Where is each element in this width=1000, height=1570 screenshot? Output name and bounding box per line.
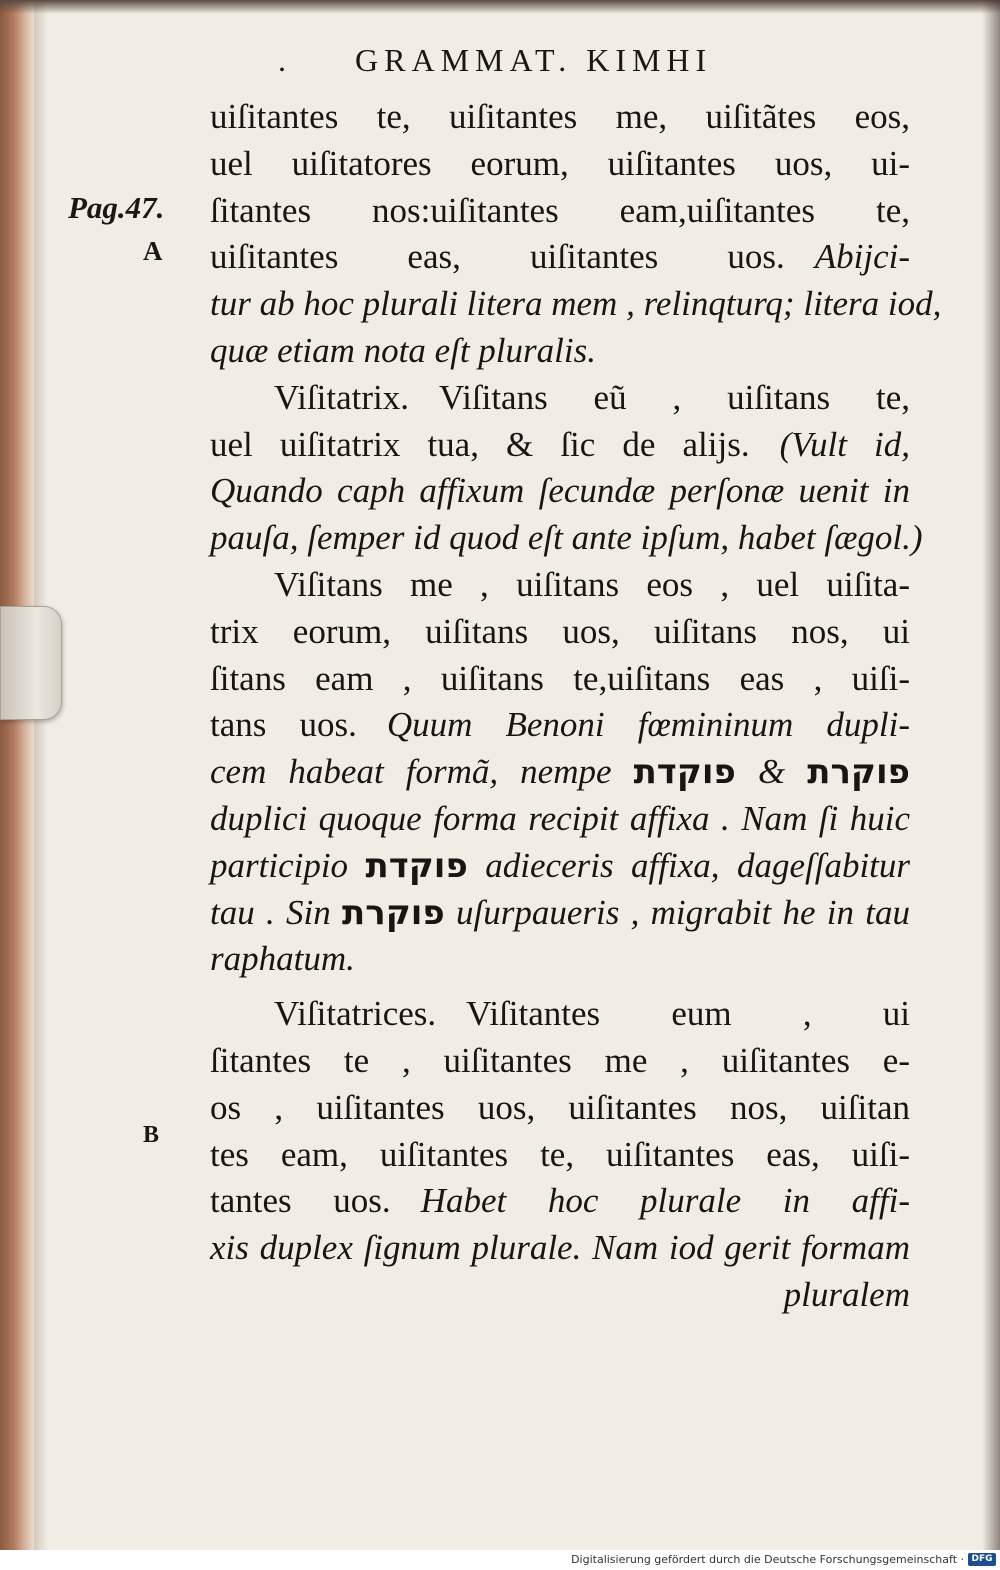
funding-credit: Digitalisierung gefördert durch die Deutsche Forschungsgemeinschaft · [571,1553,964,1566]
text-line: ſitantes te , uiſitantes me , uiſitantes e- [210,1040,910,1080]
running-header [0,40,1000,84]
right-shadow [982,0,1000,1550]
text-segment: tau . Sin [210,892,331,932]
text-line: Quando caph affixum ſecundæ perſonæ uenit in [210,471,910,511]
text-line [210,991,910,1038]
text-segment: uiſitantes eas, uiſitantes uos. [210,237,785,277]
book-clip [0,606,62,720]
text-segment-italic: Habet hoc plurale in affi- [420,1181,910,1221]
margin-page-reference: Pag.47. [68,190,165,225]
text-segment-italic: Abijci- [814,237,910,277]
margin-section-mark-b: B [143,1122,160,1148]
text-segment: Viſitans eũ , uiſitans te, [438,377,910,417]
text-line: trix eorum, uiſitans uos, uiſitans nos, ui [210,611,910,651]
text-segment: tans uos. [210,705,357,745]
page-gutter [34,0,48,1550]
text-segment: Viſitatrix. [274,377,409,417]
hebrew-word: פוקרת [342,892,445,933]
text-line: quæ etiam nota eſt pluralis. [210,330,596,370]
text-segment-italic: Quum Benoni fœmininum dupli- [386,705,910,745]
text-segment: cem habeat formã, nempe [210,752,612,792]
text-line [210,562,910,609]
book-edge [0,0,34,1550]
text-line [210,749,910,796]
dfg-logo: DFG [968,1553,996,1566]
hebrew-word: פוקרת [807,752,910,793]
text-line [210,234,910,281]
body-text [210,94,942,1319]
text-line: pauſa, ſemper id quod eſt ante ipſum, habet ſægol.) [210,518,923,558]
text-segment-italic: (Vult id, [779,424,911,464]
text-segment: Viſitans me , uiſitans eos , uel uiſita- [274,564,910,604]
text-line: uel uiſitatores eorum, uiſitantes uos, ui- [210,143,910,183]
text-line: tes eam, uiſitantes te, uiſitantes eas, uiſi- [210,1134,910,1174]
text-segment: uſurpaueris , migrabit he in tau [456,892,910,932]
text-segment: Viſitantes eum , ui [466,994,910,1034]
text-segment: Viſitatrices. [274,994,437,1034]
text-line [210,702,910,749]
text-segment: tantes uos. [210,1181,391,1221]
text-line: ſitans eam , uiſitans te,uiſitans eas , uiſi- [210,658,910,698]
text-segment: & [757,752,786,792]
text-line: ſitantes nos:uiſitantes eam,uiſitantes te, [210,190,910,230]
margin-section-mark-a: A [143,236,163,266]
text-line [210,375,910,422]
text-segment: participio [210,845,349,885]
text-line [210,890,910,937]
text-line [210,422,910,469]
header-dot: . [278,42,292,78]
text-line: xis duplex ſignum plurale. Nam iod gerit formam [210,1228,910,1268]
text-segment: adieceris affixa, dageſſabitur [485,845,911,885]
text-line: tur ab hoc plurali litera mem , relinqturq; litera iod, [210,284,942,324]
text-segment: uel uiſitatrix tua, & ſic de alijs. [210,424,750,464]
header-title: GRAMMAT. KIMHI [355,42,713,78]
digitization-footer [0,1550,1000,1570]
text-line [210,843,910,890]
hebrew-word: פוקדת [365,845,468,886]
text-line: duplici quoque forma recipit affixa . Nam ſi huic [210,798,910,838]
text-line: os , uiſitantes uos, uiſitantes nos, uiſitan [210,1087,910,1127]
hebrew-word: פוקדת [633,752,736,793]
text-line: raphatum. [210,939,355,979]
text-line: uiſitantes te, uiſitantes me, uiſitãtes eos, [210,97,910,136]
catchword: pluralem [783,1274,910,1314]
top-shadow [0,0,1000,14]
text-line [210,1178,910,1225]
